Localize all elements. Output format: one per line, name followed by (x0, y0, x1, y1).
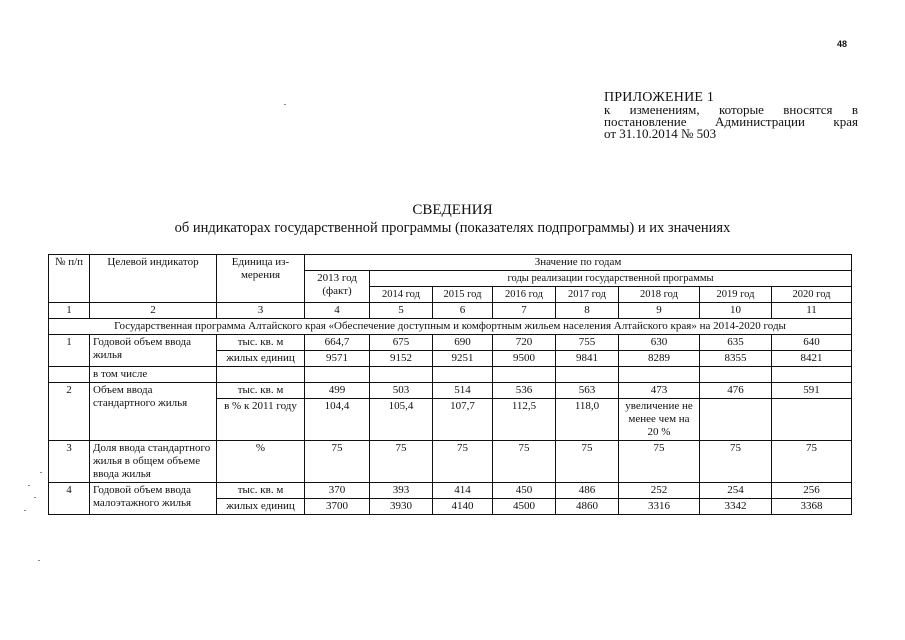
cell-value: 755 (556, 335, 619, 351)
column-number: 10 (700, 303, 772, 319)
header-year: 2018 год (619, 287, 700, 303)
header-values-by-year: Значение по годам (305, 255, 852, 271)
header-base-year: 2013 год (факт) (305, 271, 370, 303)
cell-value: 476 (700, 383, 772, 399)
column-number: 5 (370, 303, 433, 319)
header-unit: Единица из-мерения (217, 255, 305, 303)
table-row (49, 335, 852, 351)
cell-value: 104,4 (305, 399, 370, 441)
row-indicator: Объем ввода стандартного жилья (90, 383, 217, 441)
cell-value: 591 (772, 383, 852, 399)
cell-value: 664,7 (305, 335, 370, 351)
cell-value: увеличение не менее чем на 20 % (619, 399, 700, 441)
row-label: в том числе (90, 367, 217, 383)
cell-value: 9571 (305, 351, 370, 367)
cell-value: 75 (305, 441, 370, 483)
cell-value: 75 (370, 441, 433, 483)
cell-value: 473 (619, 383, 700, 399)
row-unit: тыс. кв. м (217, 335, 305, 351)
cell-value: 75 (493, 441, 556, 483)
table-row (49, 367, 852, 383)
cell-value: 9500 (493, 351, 556, 367)
appendix-block (604, 92, 858, 140)
scan-speck (40, 472, 42, 473)
row-num: 1 (49, 335, 90, 367)
cell-value: 252 (619, 483, 700, 499)
cell-value: 675 (370, 335, 433, 351)
cell-value: 563 (556, 383, 619, 399)
cell-value: 8421 (772, 351, 852, 367)
row-unit: % (217, 441, 305, 483)
indicators-table (48, 254, 852, 515)
column-number: 3 (217, 303, 305, 319)
cell-value: 9251 (433, 351, 493, 367)
column-number: 4 (305, 303, 370, 319)
appendix-line: постановление Администрации края (604, 114, 858, 129)
header-year: 2017 год (556, 287, 619, 303)
column-number: 8 (556, 303, 619, 319)
cell-value: 9152 (370, 351, 433, 367)
cell-value: 112,5 (493, 399, 556, 441)
column-number: 6 (433, 303, 493, 319)
cell-value: 75 (556, 441, 619, 483)
cell-value (700, 399, 772, 441)
row-unit: в % к 2011 году (217, 399, 305, 441)
cell-value: 720 (493, 335, 556, 351)
appendix-line: к изменениям, которые вносятся в (604, 102, 858, 117)
column-number: 2 (90, 303, 217, 319)
row-num: 4 (49, 483, 90, 515)
cell-value: 414 (433, 483, 493, 499)
row-unit: жилых единиц (217, 351, 305, 367)
header-program-years: годы реализации государственной программы (370, 271, 852, 287)
table-row (49, 441, 852, 483)
cell-value: 4140 (433, 499, 493, 515)
header-num: № п/п (49, 255, 90, 303)
scan-speck (24, 510, 26, 511)
column-number: 1 (49, 303, 90, 319)
cell-value: 75 (772, 441, 852, 483)
scan-speck (284, 104, 286, 105)
row-indicator: Доля ввода стандартного жилья в общем объеме ввода жилья (90, 441, 217, 483)
cell-value: 107,7 (433, 399, 493, 441)
cell-value: 8355 (700, 351, 772, 367)
scan-speck (28, 485, 30, 486)
cell-value: 3342 (700, 499, 772, 515)
cell-value: 3368 (772, 499, 852, 515)
cell-value: 635 (700, 335, 772, 351)
row-num: 3 (49, 441, 90, 483)
cell-value: 370 (305, 483, 370, 499)
header-year: 2016 год (493, 287, 556, 303)
cell-value: 8289 (619, 351, 700, 367)
column-number: 7 (493, 303, 556, 319)
header-row (49, 255, 852, 271)
header-year: 2019 год (700, 287, 772, 303)
appendix-line: от 31.10.2014 № 503 (604, 126, 717, 141)
table-row (49, 483, 852, 499)
cell-value: 514 (433, 383, 493, 399)
column-numbers-row (49, 303, 852, 319)
header-indicator: Целевой индикатор (90, 255, 217, 303)
header-year: 2014 год (370, 287, 433, 303)
row-indicator: Годовой объем ввода малоэтажного жилья (90, 483, 217, 515)
cell-value: 499 (305, 383, 370, 399)
cell-value: 630 (619, 335, 700, 351)
column-number: 11 (772, 303, 852, 319)
table-row (49, 383, 852, 399)
cell-value: 254 (700, 483, 772, 499)
cell-value (772, 399, 852, 441)
cell-value: 9841 (556, 351, 619, 367)
cell-value: 536 (493, 383, 556, 399)
page-number: 48 (837, 39, 848, 49)
cell-value: 75 (433, 441, 493, 483)
cell-value: 450 (493, 483, 556, 499)
cell-value: 640 (772, 335, 852, 351)
cell-value: 503 (370, 383, 433, 399)
column-number: 9 (619, 303, 700, 319)
cell-value: 75 (700, 441, 772, 483)
cell-value: 105,4 (370, 399, 433, 441)
row-unit: жилых единиц (217, 499, 305, 515)
header-year: 2015 год (433, 287, 493, 303)
row-unit: тыс. кв. м (217, 383, 305, 399)
scan-speck (34, 497, 36, 498)
cell-value: 690 (433, 335, 493, 351)
header-year: 2020 год (772, 287, 852, 303)
appendix-title: ПРИЛОЖЕНИЕ 1 (604, 90, 715, 105)
row-indicator: Годовой объем ввода жилья (90, 335, 217, 367)
cell-value: 75 (619, 441, 700, 483)
row-unit: тыс. кв. м (217, 483, 305, 499)
cell-value: 4500 (493, 499, 556, 515)
section-row (49, 319, 852, 335)
cell-value: 393 (370, 483, 433, 499)
row-num: 2 (49, 383, 90, 441)
cell-value: 4860 (556, 499, 619, 515)
cell-value: 3700 (305, 499, 370, 515)
cell-value: 256 (772, 483, 852, 499)
document-subtitle: об индикаторах государственной программы (показателях подпрограммы) и их значениях (174, 220, 731, 236)
cell-value: 3930 (370, 499, 433, 515)
cell-value: 486 (556, 483, 619, 499)
section-title: Государственная программа Алтайского края «Обеспечение доступным и комфортным жильем населения Алтайского края» на 2014-2020 годы (49, 319, 852, 335)
cell-value: 118,0 (556, 399, 619, 441)
document-title: СВЕДЕНИЯ (412, 202, 493, 218)
cell-value: 3316 (619, 499, 700, 515)
scan-speck (38, 560, 40, 561)
